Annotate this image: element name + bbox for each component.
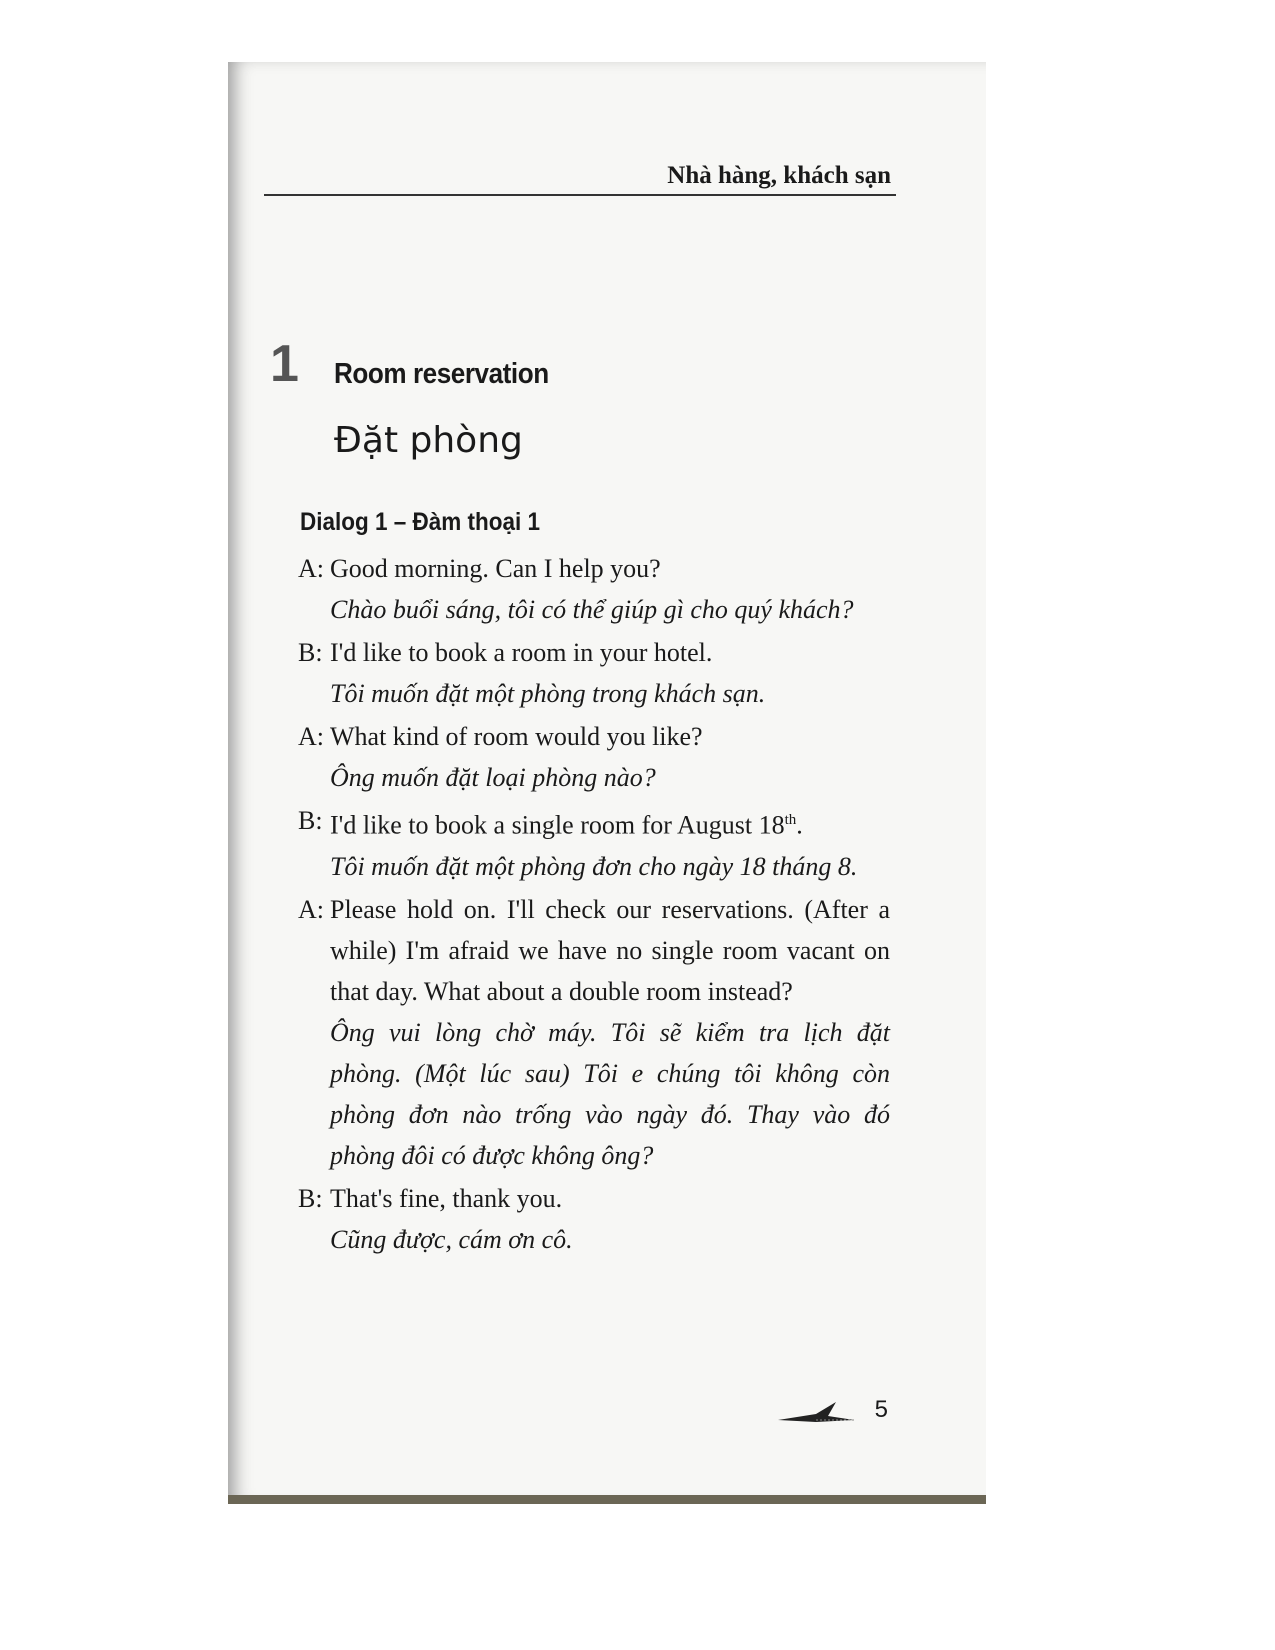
english-text: I'd like to book a single room for August 18th. xyxy=(330,810,803,840)
speaker: A: xyxy=(298,554,324,583)
page-number: 5 xyxy=(874,1396,888,1423)
dialog-line xyxy=(298,716,890,798)
speaker: B: xyxy=(298,806,323,835)
speaker: A: xyxy=(298,894,324,924)
dialog-line xyxy=(298,889,890,1176)
vietnamese-text: Ông muốn đặt loại phòng nào? xyxy=(330,763,656,792)
speaker: B: xyxy=(298,638,323,667)
vietnamese-text: Ông vui lòng chờ máy. Tôi sẽ kiểm tra lịch đặt phòng. (Một lúc sau) Tôi e chúng tôi không còn phòng đơn nào trống vào ngày đó. Thay vào đó phòng đôi có được không ông? xyxy=(330,1017,890,1170)
english-text: Good morning. Can I help you? xyxy=(330,554,661,583)
dialog-line xyxy=(298,800,890,887)
dialog-title: Dialog 1 – Đàm thoại 1 xyxy=(300,508,541,536)
chapter-number: 1 xyxy=(270,335,299,393)
vietnamese-text: Tôi muốn đặt một phòng đơn cho ngày 18 tháng 8. xyxy=(330,851,858,881)
dialog-line xyxy=(298,1178,890,1260)
chapter-title-vi: Đặt phòng xyxy=(334,420,523,461)
dialog-line xyxy=(298,548,890,630)
dialog-line xyxy=(298,632,890,714)
speaker: B: xyxy=(298,1183,323,1213)
header-rule xyxy=(264,194,896,196)
vietnamese-text: Chào buổi sáng, tôi có thể giúp gì cho quý khách? xyxy=(330,595,854,624)
speaker: A: xyxy=(298,722,324,751)
english-text: What kind of room would you like? xyxy=(330,722,703,751)
english-text: Please hold on. I'll check our reservations. (After a while) I'm afraid we have no single room vacant on that day. What about a double room instead? xyxy=(330,894,890,1006)
book-page xyxy=(228,62,986,1502)
vietnamese-text: Tôi muốn đặt một phòng trong khách sạn. xyxy=(330,679,766,708)
running-header: Nhà hàng, khách sạn xyxy=(667,162,891,189)
airplane-ornament-icon xyxy=(776,1398,856,1428)
english-text: I'd like to book a room in your hotel. xyxy=(330,638,713,667)
page-edge xyxy=(228,1495,986,1504)
chapter-title-en: Room reservation xyxy=(334,358,549,390)
english-text: That's fine, thank you. xyxy=(330,1183,563,1213)
vietnamese-text: Cũng được, cám ơn cô. xyxy=(330,1224,573,1254)
dialog-body xyxy=(298,548,890,1262)
